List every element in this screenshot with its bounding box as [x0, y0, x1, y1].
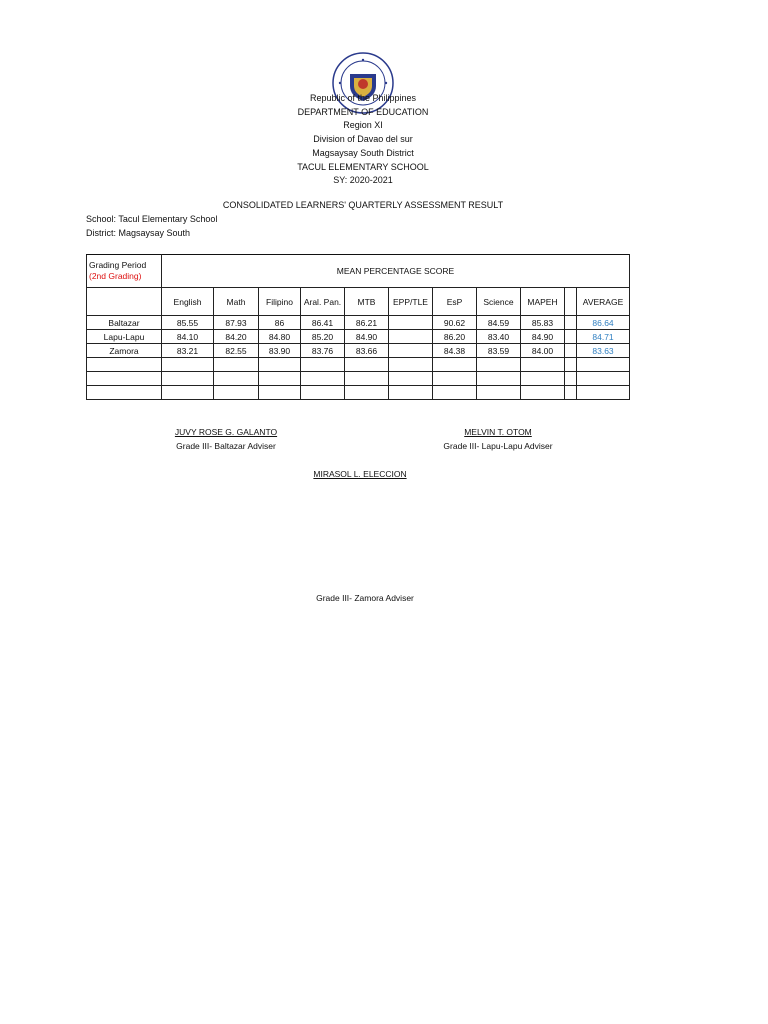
score-cell: 86.41 — [301, 316, 345, 330]
score-cell: 84.00 — [521, 344, 565, 358]
subject-epp-tle: EPP/TLE — [389, 288, 433, 316]
subject-mtb: MTB — [345, 288, 389, 316]
signatory-lapu-lapu — [423, 427, 573, 451]
score-cell — [389, 330, 433, 344]
signatory-baltazar — [156, 427, 296, 451]
section-header-blank — [87, 288, 162, 316]
subject-esp: EsP — [433, 288, 477, 316]
table-row — [87, 330, 630, 344]
header-school-year: SY: 2020-2021 — [333, 175, 393, 185]
score-cell: 83.59 — [477, 344, 521, 358]
subject-average: AVERAGE — [577, 288, 630, 316]
header-division: Division of Davao del sur — [313, 134, 413, 144]
subject-math: Math — [214, 288, 259, 316]
subject-blank — [565, 288, 577, 316]
signatory-zamora — [290, 469, 430, 479]
signatory-role: Grade III- Baltazar Adviser — [176, 441, 276, 451]
report-title: CONSOLIDATED LEARNERS' QUARTERLY ASSESSMENT RESULT — [222, 200, 504, 210]
subject-filipino: Filipino — [259, 288, 301, 316]
score-cell: 85.83 — [521, 316, 565, 330]
subject-english: English — [162, 288, 214, 316]
header-region: Region XI — [343, 120, 383, 130]
score-cell: 84.90 — [345, 330, 389, 344]
score-cell: 84.59 — [477, 316, 521, 330]
table-row-empty — [87, 372, 630, 386]
grading-period-value: (2nd Grading) — [89, 271, 142, 281]
score-cell: 83.40 — [477, 330, 521, 344]
table-header-row — [87, 255, 630, 288]
score-cell: 85.55 — [162, 316, 214, 330]
score-cell: 84.20 — [214, 330, 259, 344]
header-department: DEPARTMENT OF EDUCATION — [297, 107, 429, 117]
mean-percentage-score-header: MEAN PERCENTAGE SCORE — [162, 255, 630, 288]
header-republic: Republic of the Philippines — [309, 93, 417, 103]
average-cell: 86.64 — [577, 316, 630, 330]
score-cell: 86 — [259, 316, 301, 330]
table-row-empty — [87, 358, 630, 372]
score-cell: 84.90 — [521, 330, 565, 344]
score-cell: 86.20 — [433, 330, 477, 344]
score-cell: 83.66 — [345, 344, 389, 358]
subject-science: Science — [477, 288, 521, 316]
signatory-name: MELVIN T. OTOM — [464, 427, 532, 437]
score-cell: 87.93 — [214, 316, 259, 330]
score-cell: 83.21 — [162, 344, 214, 358]
subject-mapeh: MAPEH — [521, 288, 565, 316]
signatory-zamora-role: Grade III- Zamora Adviser — [316, 593, 414, 603]
score-cell: 84.38 — [433, 344, 477, 358]
table-row — [87, 344, 630, 358]
header-district: Magsaysay South District — [312, 148, 414, 158]
header-school: TACUL ELEMENTARY SCHOOL — [297, 162, 429, 172]
score-cell: 83.90 — [259, 344, 301, 358]
signatory-name: MIRASOL L. ELECCION — [313, 469, 407, 479]
score-cell: 90.62 — [433, 316, 477, 330]
table-row-empty — [87, 386, 630, 400]
score-cell: 83.76 — [301, 344, 345, 358]
assessment-table — [86, 254, 630, 400]
score-cell — [565, 316, 577, 330]
score-cell — [389, 344, 433, 358]
score-cell: 84.10 — [162, 330, 214, 344]
score-cell: 85.20 — [301, 330, 345, 344]
district-label: District: Magsaysay South — [86, 228, 191, 238]
average-cell: 84.71 — [577, 330, 630, 344]
score-cell: 84.80 — [259, 330, 301, 344]
score-cell — [389, 316, 433, 330]
score-cell — [565, 330, 577, 344]
grading-period-cell — [87, 255, 162, 288]
signatory-name: JUVY ROSE G. GALANTO — [174, 427, 278, 437]
section-name: Baltazar — [87, 316, 162, 330]
subject-header-row — [87, 288, 630, 316]
score-cell — [565, 344, 577, 358]
score-cell: 82.55 — [214, 344, 259, 358]
subject-aral-pan: Aral. Pan. — [301, 288, 345, 316]
section-name: Lapu-Lapu — [87, 330, 162, 344]
signatory-role: Grade III- Lapu-Lapu Adviser — [443, 441, 553, 451]
score-cell: 86.21 — [345, 316, 389, 330]
school-label: School: Tacul Elementary School — [86, 214, 218, 224]
average-cell: 83.63 — [577, 344, 630, 358]
table-row — [87, 316, 630, 330]
section-name: Zamora — [87, 344, 162, 358]
grading-period-label: Grading Period — [89, 260, 147, 270]
